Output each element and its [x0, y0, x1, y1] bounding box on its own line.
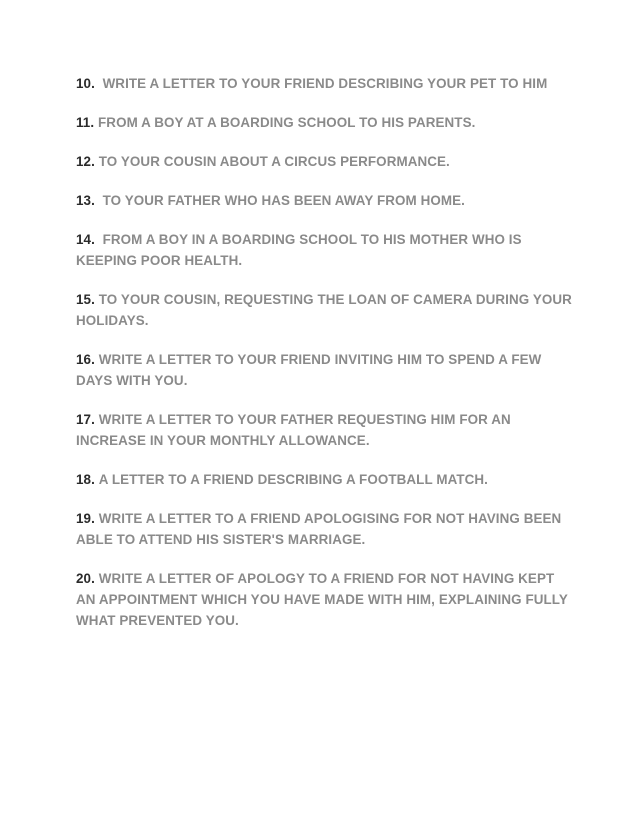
- item-number: 12.: [76, 154, 95, 169]
- list-item: [76, 469, 576, 490]
- item-number: 15.: [76, 292, 95, 307]
- list-item: [76, 190, 576, 211]
- list-item: [76, 112, 576, 133]
- item-number: 16.: [76, 352, 95, 367]
- item-number: 19.: [76, 511, 95, 526]
- list-item: [76, 151, 576, 172]
- letter-topic-list: [76, 73, 576, 649]
- list-item: [76, 229, 576, 271]
- item-text: WRITE A LETTER OF APOLOGY TO A FRIEND FOR NOT HAVING KEPT AN APPOINTMENT WHICH YOU HAVE MADE WITH HIM, EXPLAINING FULLY WHAT PREVENTED YOU.: [76, 571, 568, 628]
- item-number: 18.: [76, 472, 95, 487]
- item-text: FROM A BOY IN A BOARDING SCHOOL TO HIS MOTHER WHO IS KEEPING POOR HEALTH.: [76, 232, 522, 268]
- item-number: 13.: [76, 193, 95, 208]
- item-number: 10.: [76, 76, 95, 91]
- item-text: WRITE A LETTER TO A FRIEND APOLOGISING FOR NOT HAVING BEEN ABLE TO ATTEND HIS SISTER'S MARRIAGE.: [76, 511, 562, 547]
- list-item: [76, 508, 576, 550]
- list-item: [76, 289, 576, 331]
- item-text: WRITE A LETTER TO YOUR FRIEND DESCRIBING YOUR PET TO HIM: [98, 76, 548, 91]
- item-number: 14.: [76, 232, 95, 247]
- list-item: [76, 409, 576, 451]
- item-number: 20.: [76, 571, 95, 586]
- item-text: TO YOUR FATHER WHO HAS BEEN AWAY FROM HOME.: [98, 193, 465, 208]
- item-number: 17.: [76, 412, 95, 427]
- item-text: FROM A BOY AT A BOARDING SCHOOL TO HIS PARENTS.: [98, 115, 476, 130]
- item-text: TO YOUR COUSIN ABOUT A CIRCUS PERFORMANCE.: [98, 154, 450, 169]
- item-number: 11.: [76, 115, 95, 130]
- item-text: A LETTER TO A FRIEND DESCRIBING A FOOTBALL MATCH.: [98, 472, 488, 487]
- item-text: WRITE A LETTER TO YOUR FATHER REQUESTING HIM FOR AN INCREASE IN YOUR MONTHLY ALLOWANCE.: [76, 412, 511, 448]
- item-text: WRITE A LETTER TO YOUR FRIEND INVITING HIM TO SPEND A FEW DAYS WITH YOU.: [76, 352, 542, 388]
- list-item: [76, 568, 576, 631]
- list-item: [76, 73, 576, 94]
- item-text: TO YOUR COUSIN, REQUESTING THE LOAN OF CAMERA DURING YOUR HOLIDAYS.: [76, 292, 572, 328]
- list-item: [76, 349, 576, 391]
